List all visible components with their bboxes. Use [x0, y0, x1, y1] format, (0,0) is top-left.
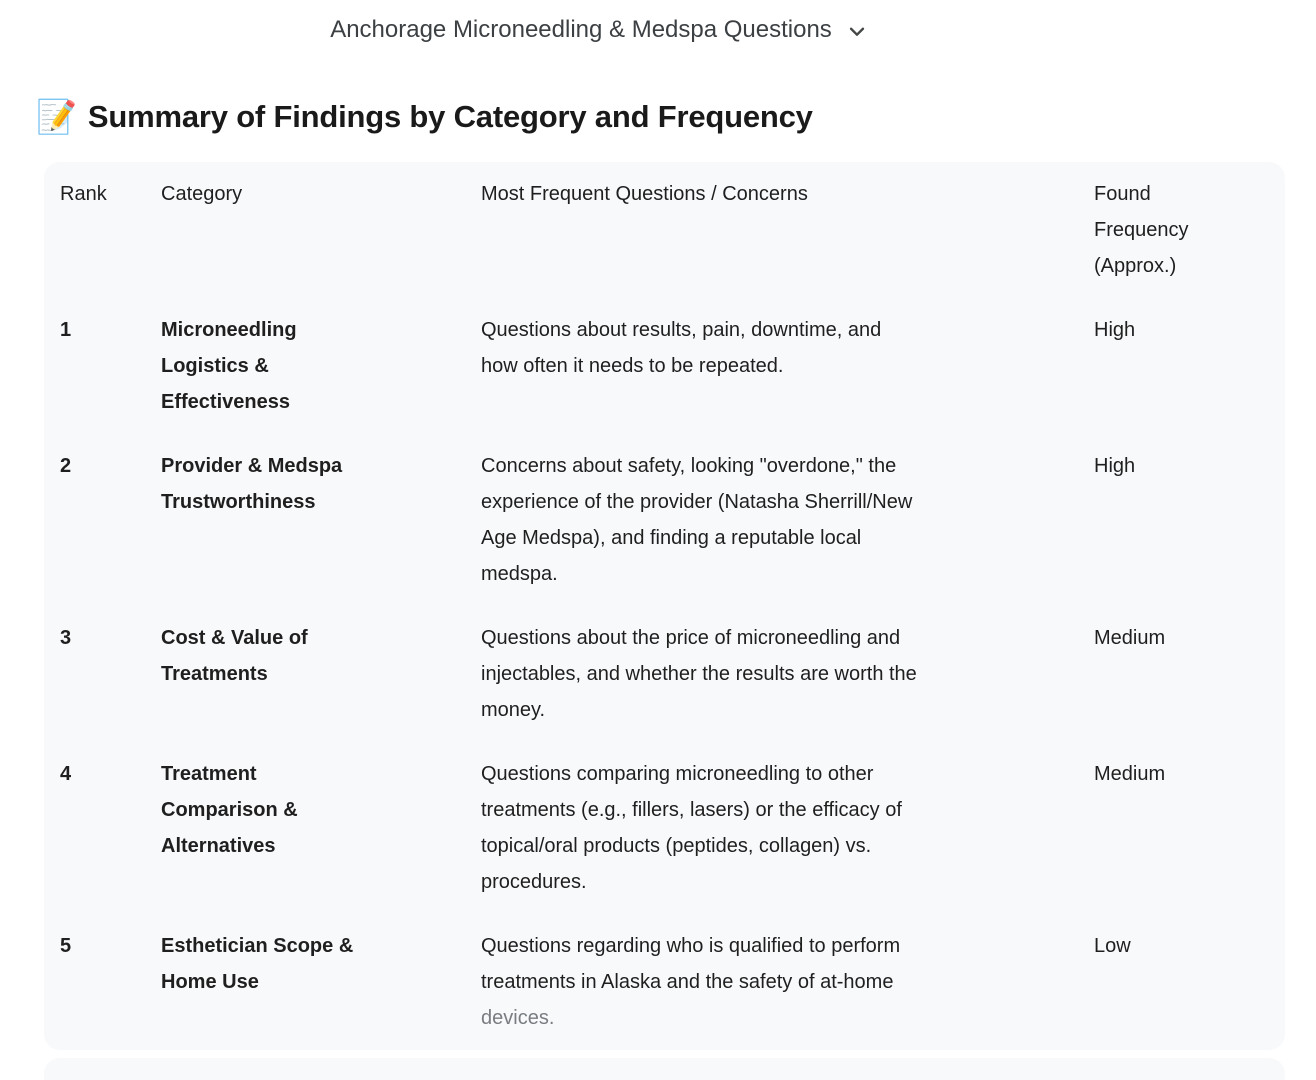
table-row	[44, 742, 1285, 914]
conversation-title-bar	[0, 14, 1200, 46]
page-title-text: Summary of Findings by Category and Frequency	[87, 99, 813, 134]
rank-cell: 5	[60, 935, 72, 957]
table-row	[44, 914, 1285, 1050]
category-text: Esthetician Scope & Home Use	[161, 935, 354, 993]
table-row	[44, 606, 1285, 742]
frequency-cell: High	[1094, 319, 1136, 341]
frequency-cell: Low	[1094, 935, 1131, 957]
memo-emoji-icon: 📝	[36, 98, 77, 135]
concern-text: Questions comparing microneedling to other treatments (e.g., fillers, lasers) or the efficacy of topical/oral products (peptides, collagen) vs. procedures.	[481, 763, 902, 893]
concern-text: Concerns about safety, looking "overdone," the experience of the provider (Natasha Sherrill/New Age Medspa), and finding a reputable local medspa.	[481, 455, 913, 585]
page-title	[36, 96, 1316, 138]
category-cell	[145, 914, 465, 1050]
concern-cell	[465, 298, 1078, 434]
next-section-stub	[44, 1058, 1285, 1080]
conversation-title-button[interactable]	[330, 14, 870, 46]
concern-text: Questions about results, pain, downtime, and how often it needs to be repeated.	[481, 319, 882, 377]
frequency-cell: Medium	[1094, 627, 1166, 649]
frequency-cell: High	[1094, 455, 1136, 477]
concern-cell	[465, 434, 1078, 606]
concern-cell	[465, 914, 1078, 1050]
category-text: Cost & Value of Treatments	[161, 627, 308, 685]
frequency-cell: Medium	[1094, 763, 1166, 785]
col-header-frequency-text: Found Frequency (Approx.)	[1094, 183, 1189, 277]
concern-cell	[465, 606, 1078, 742]
table-row	[44, 434, 1285, 606]
table-row	[44, 298, 1285, 434]
category-cell	[145, 434, 465, 606]
findings-table-grid	[44, 162, 1285, 1050]
rank-cell: 2	[60, 455, 72, 477]
table-header-row	[44, 162, 1285, 298]
findings-table	[44, 162, 1285, 1050]
rank-cell: 1	[60, 319, 72, 341]
concern-cell	[465, 742, 1078, 914]
category-cell	[145, 742, 465, 914]
rank-cell: 3	[60, 627, 72, 649]
chevron-down-icon	[844, 19, 870, 45]
concern-text: Questions about the price of microneedling and injectables, and whether the results are worth the money.	[481, 627, 917, 721]
concern-text: Questions regarding who is qualified to perform treatments in Alaska and the safety of at-home devices.	[481, 935, 901, 1029]
category-cell	[145, 298, 465, 434]
category-text: Treatment Comparison & Alternatives	[161, 763, 298, 857]
category-text: Provider & Medspa Trustworthiness	[161, 455, 343, 513]
conversation-title: Anchorage Microneedling & Medspa Questions	[330, 16, 832, 43]
col-header-questions: Most Frequent Questions / Concerns	[481, 183, 808, 205]
category-text: Microneedling Logistics & Effectiveness	[161, 319, 297, 413]
category-cell	[145, 606, 465, 742]
col-header-rank: Rank	[60, 183, 107, 205]
rank-cell: 4	[60, 763, 72, 785]
col-header-category: Category	[161, 183, 243, 205]
col-header-frequency	[1078, 162, 1285, 298]
